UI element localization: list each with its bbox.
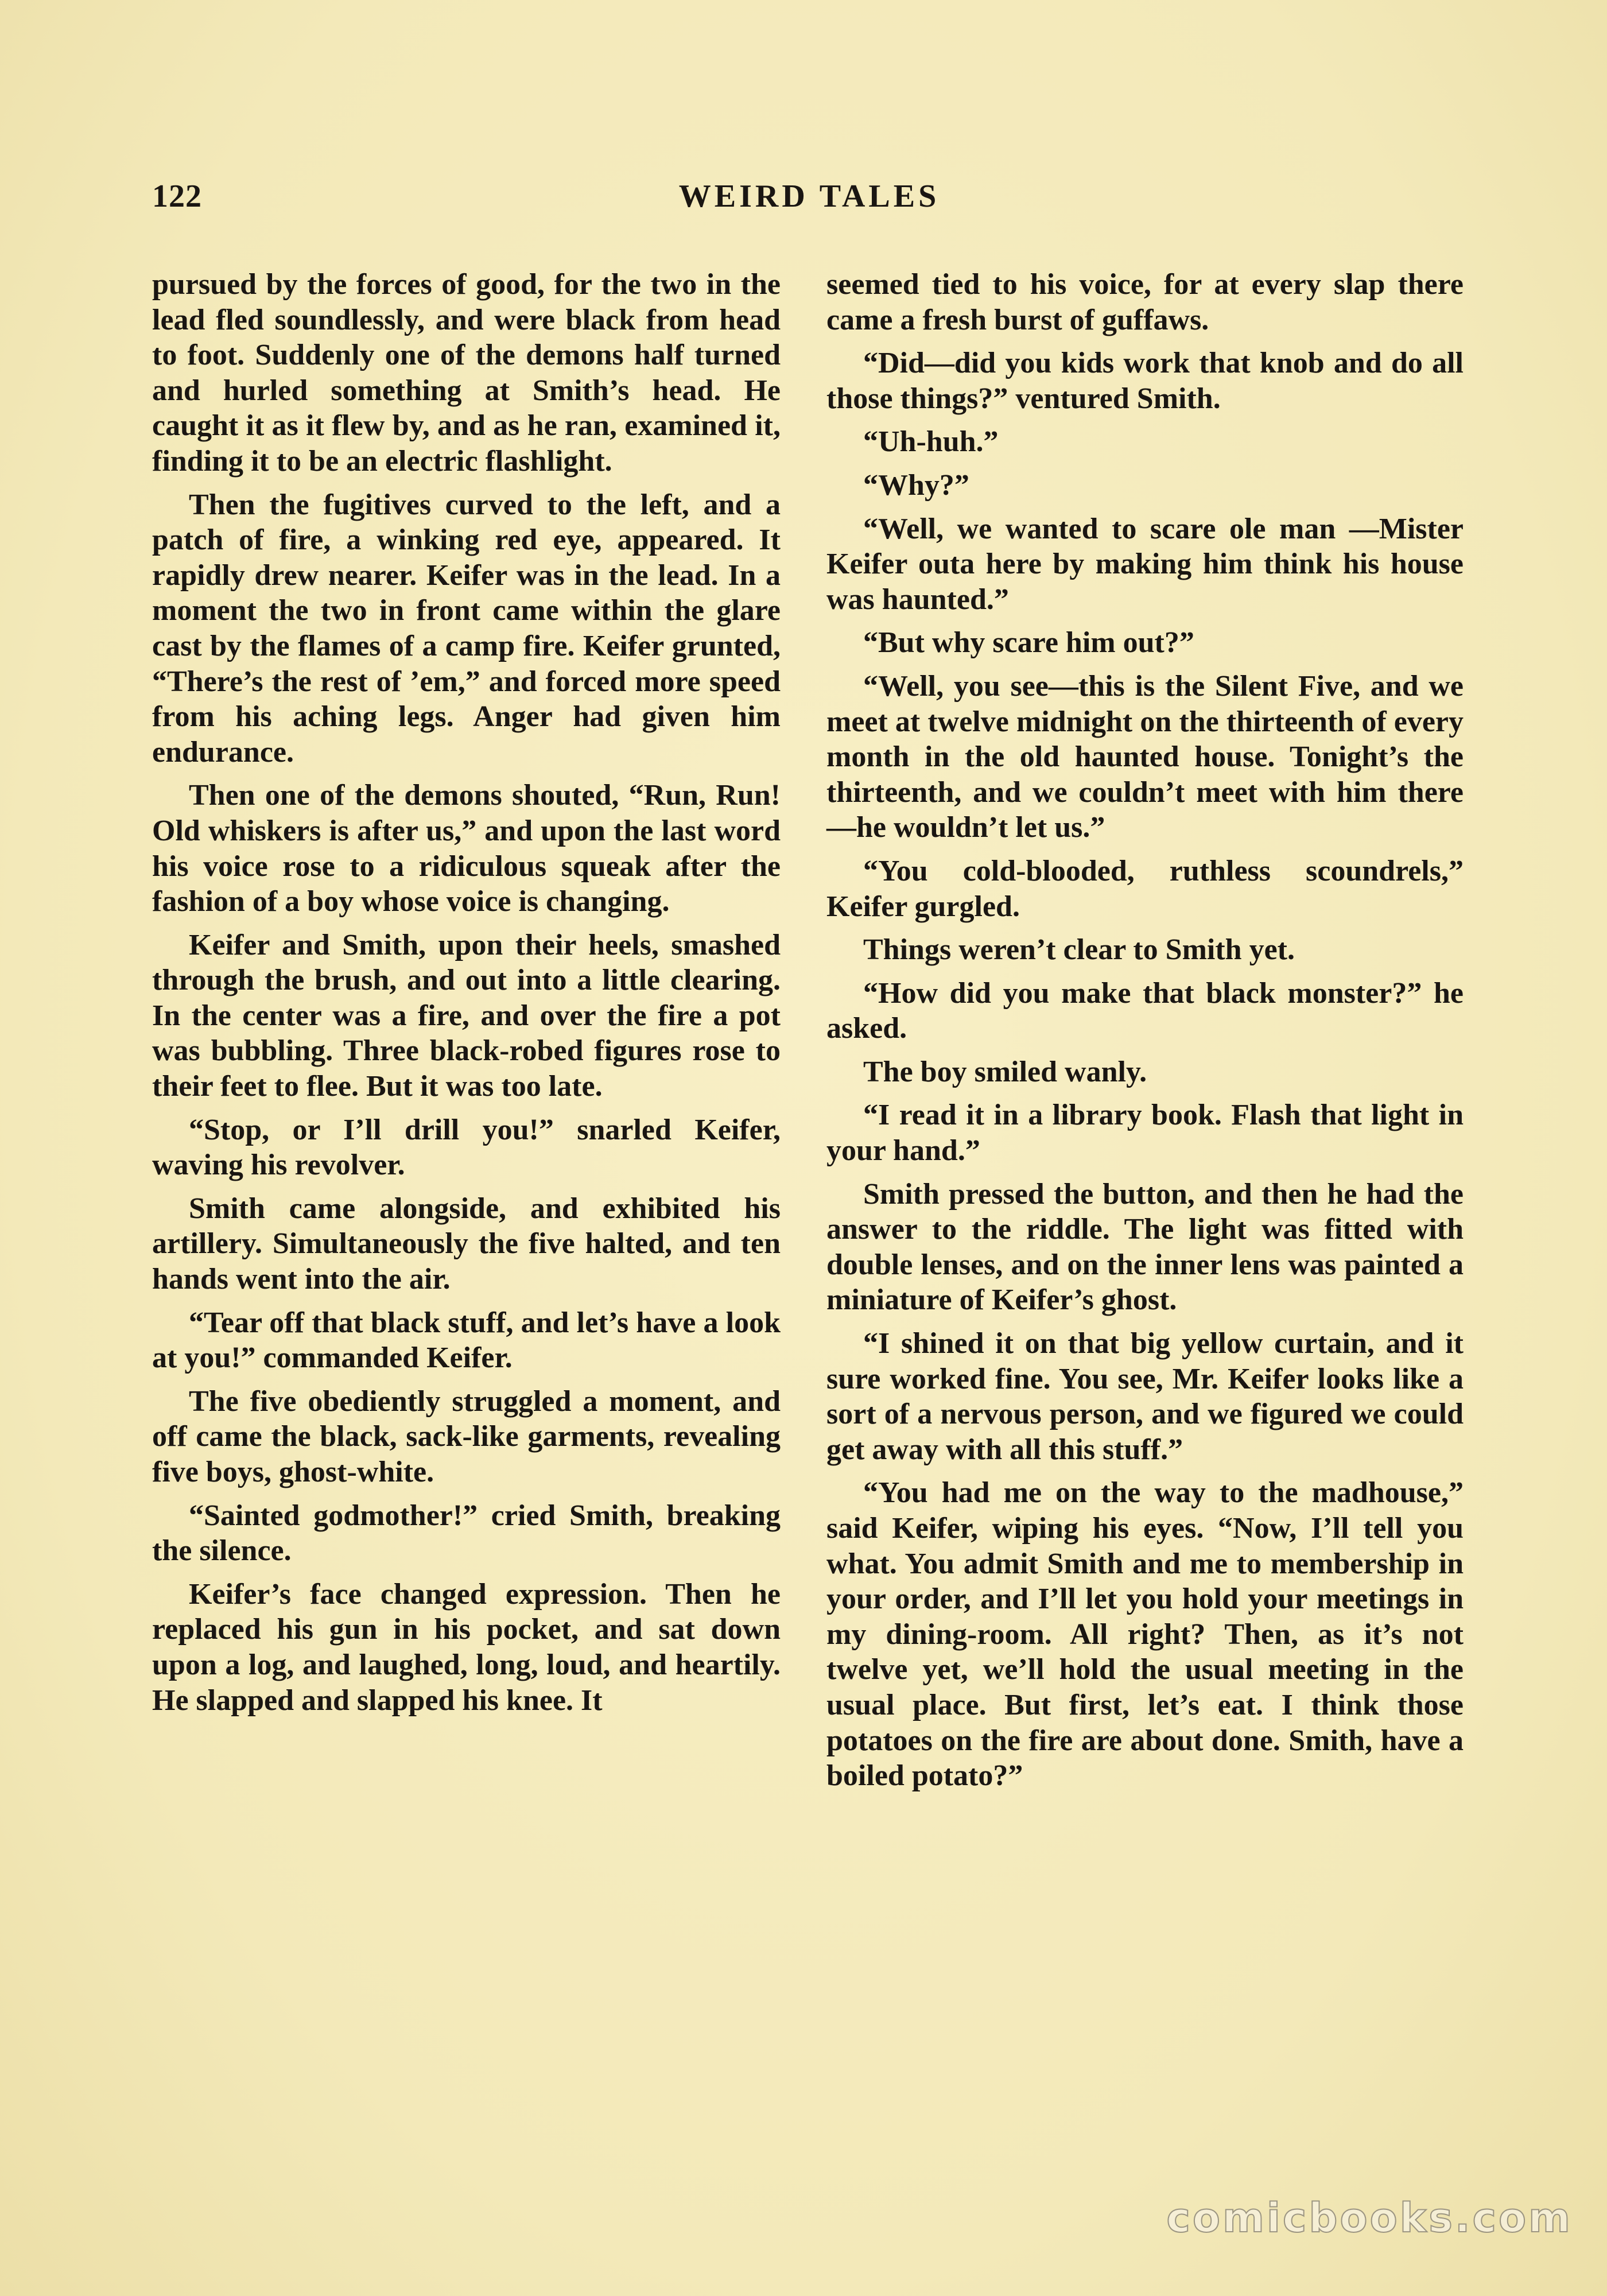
paragraph: Smith pressed the button, and then he had the answer to the riddle. The light was fitted with double lenses, and on the inner lens was painted a miniature of Keifer’s ghost. — [826, 1177, 1464, 1317]
paragraph: “Sainted godmother!” cried Smith, breaking the silence. — [152, 1499, 781, 1568]
paragraph: Then the fugitives curved to the left, and a patch of fire, a winking red eye, appeared. It rapidly drew nearer. Keifer was in the lead. In a moment the two in front came within the glare cast by the flames of a camp fire. Keifer grunted, “There’s the rest of ’em,” and forced more speed from his aching legs. Anger had given him endurance. — [152, 488, 781, 769]
paragraph: Things weren’t clear to Smith yet. — [863, 933, 1295, 967]
paragraph: “You had me on the way to the madhouse,” said Keifer, wiping his eyes. “Now, I’ll tell you what. You admit Smith and me to membership in your order, and I’ll let you hold your meetings in my dining-room. All right? Then, as it’s not twelve yet, we’ll hold the usual meeting in the usual place. But first, let’s eat. I think those potatoes on the fire are about done. Smith, have a boiled potato?” — [826, 1476, 1464, 1793]
paragraph: “How did you make that black monster?” he asked. — [826, 976, 1464, 1045]
site-watermark: comicbooks.com — [1166, 2194, 1573, 2241]
paragraph: “I read it in a library book. Flash that light in your hand.” — [826, 1099, 1464, 1168]
page-header — [152, 178, 1466, 230]
paragraph: “Well, we wanted to scare ole man —Mister Keifer outa here by making him think his house was haunted.” — [826, 512, 1464, 616]
paragraph: “Well, you see—this is the Silent Five, and we meet at twelve midnight on the thirteenth of every month in the old haunted house. Tonight’s the thirteenth, and we couldn’t meet with him there—he wouldn’t let us.” — [826, 669, 1464, 844]
paragraph: The boy smiled wanly. — [863, 1055, 1147, 1088]
paragraph: “Uh-huh.” — [863, 425, 999, 459]
paragraph: “Tear off that black stuff, and let’s have a look at you!” commanded Keifer. — [152, 1306, 781, 1375]
paragraph: “I shined it on that big yellow curtain, and it sure worked fine. You see, Mr. Keifer looks like a sort of a nervous person, and we figured we could get away with all this stuff.” — [826, 1327, 1464, 1466]
paragraph: “But why scare him out?” — [863, 626, 1194, 660]
right-column — [826, 267, 1464, 1802]
paragraph: “Why?” — [863, 468, 969, 502]
paragraph: Smith came alongside, and exhibited his artillery. Simultaneously the five halted, and ten hands went into the air. — [152, 1192, 781, 1296]
paragraph: seemed tied to his voice, for at every slap there came a fresh burst of guffaws. — [826, 268, 1464, 336]
paragraph: Keifer and Smith, upon their heels, smashed through the brush, and out into a little clearing. In the center was a fire, and over the fire a pot was bubbling. Three black-robed figures rose to their feet to flee. But it was too late. — [152, 928, 781, 1103]
paragraph: pursued by the forces of good, for the two in the lead fled soundlessly, and were black from head to foot. Suddenly one of the demons half turned and hurled something at Smith’s head. He caught it as it flew by, and as he ran, examined it, finding it to be an electric flashlight. — [152, 268, 781, 478]
paragraph: “Did—did you kids work that knob and do all those things?” ventured Smith. — [826, 347, 1464, 415]
paragraph: “You cold-blooded, ruthless scoundrels,” Keifer gurgled. — [826, 854, 1464, 923]
story-text — [152, 267, 1466, 2104]
paragraph: The five obediently struggled a moment, and off came the black, sack-like garments, revealing five boys, ghost-white. — [152, 1384, 781, 1488]
paragraph: “Stop, or I’ll drill you!” snarled Keifer, waving his revolver. — [152, 1113, 781, 1182]
paragraph: Then one of the demons shouted, “Run, Run! Old whiskers is after us,” and upon the last word his voice rose to a ridiculous squeak after the fashion of a boy whose voice is changing. — [152, 779, 781, 918]
left-column — [152, 267, 781, 1726]
magazine-title: WEIRD TALES — [678, 179, 940, 214]
page-number: 122 — [152, 179, 202, 214]
paragraph: Keifer’s face changed expression. Then he replaced his gun in his pocket, and sat down upon a log, and laughed, long, loud, and heartily. He slapped and slapped his knee. It — [152, 1577, 781, 1717]
